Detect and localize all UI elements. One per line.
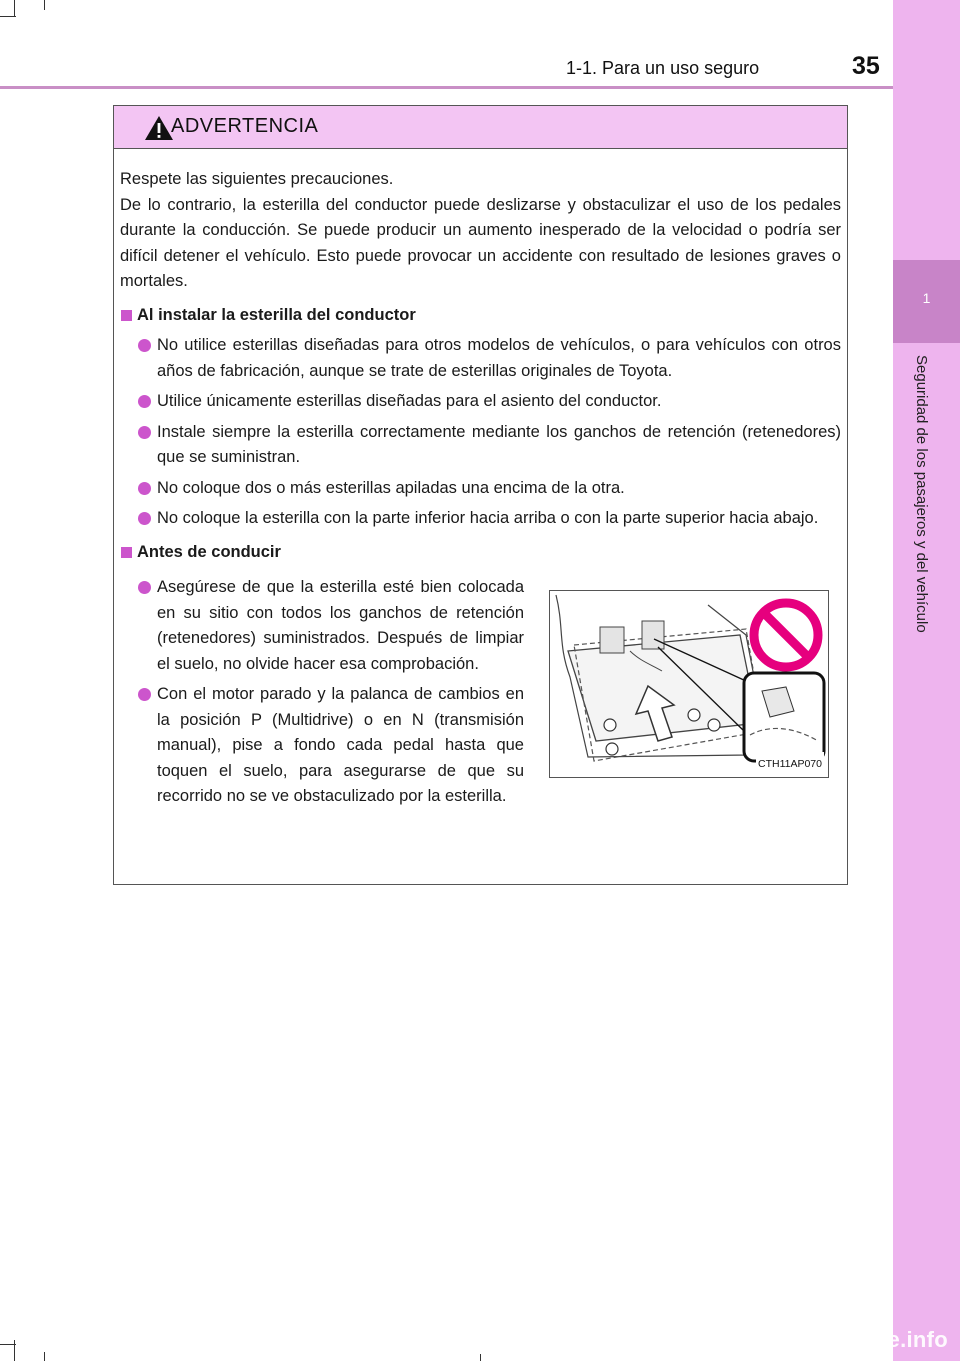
floor-mat-drawing	[550, 591, 828, 777]
crop-mark	[0, 1344, 16, 1345]
list-item	[120, 575, 524, 677]
list-item	[120, 682, 524, 810]
list-item-text: No coloque la esterilla con la parte inferior hacia arriba o con la parte superior hacia abajo.	[157, 509, 819, 527]
crop-mark	[480, 1354, 481, 1361]
list-item	[120, 506, 841, 532]
list-item	[120, 389, 841, 415]
subheading-text: Al instalar la esterilla del conductor	[137, 305, 416, 324]
section-title: 1-1. Para un uso seguro	[566, 58, 760, 78]
bullet-icon	[138, 395, 151, 408]
list-item-text: Asegúrese de que la esterilla esté bien colocada en su sitio con todos los ganchos de retención (retenedores) suministrados. Después de limpiar el suelo, no olvide hacer esa comprobación.	[157, 578, 524, 673]
subheading-before-driving	[120, 540, 841, 566]
list-item	[120, 333, 841, 384]
warning-box	[113, 105, 848, 885]
list-item-text: No coloque dos o más esterillas apiladas una encima de la otra.	[157, 478, 625, 497]
crop-mark	[14, 0, 15, 16]
bullet-icon	[138, 426, 151, 439]
crop-mark	[0, 16, 16, 17]
page-number: 35	[852, 52, 880, 80]
warning-icon	[144, 115, 174, 141]
subheading-text: Antes de conducir	[137, 542, 281, 561]
crop-mark	[44, 1352, 45, 1361]
before-driving-section	[120, 570, 841, 870]
square-bullet-icon	[121, 547, 132, 558]
bullet-icon	[138, 339, 151, 352]
header-rule	[0, 86, 893, 89]
intro-line: Respete las siguientes precauciones.	[120, 170, 394, 188]
warning-header	[114, 106, 847, 149]
warning-title: ADVERTENCIA	[171, 115, 319, 137]
chapter-number: 1	[922, 290, 931, 306]
list-item-text: Instale siempre la esterilla correctamente mediante los ganchos de retención (retenedores) que se suministran.	[157, 422, 841, 466]
list-item-text: Utilice únicamente esterillas diseñadas para el asiento del conductor.	[157, 392, 662, 410]
square-bullet-icon	[121, 310, 132, 321]
bullet-icon	[138, 482, 151, 495]
bullet-icon	[138, 688, 151, 701]
crop-mark	[44, 0, 45, 10]
intro-paragraph: De lo contrario, la esterilla del conductor puede deslizarse y obstaculizar el uso de los pedales durante la conducción. Se puede producir un aumento inesperado de la velocidad o podría ser difícil detener el vehículo. Esto puede provocar un accidente con resultado de lesiones graves o mortales.	[120, 195, 841, 290]
list-item	[120, 420, 841, 471]
list-item-text: No utilice esterillas diseñadas para otros modelos de vehículos, o para vehículos con otros años de fabricación, aunque se trate de esterillas originales de Toyota.	[157, 336, 841, 380]
floor-mat-illustration	[549, 590, 829, 778]
before-driving-list	[120, 570, 524, 810]
figure-code: CTH11AP070	[756, 752, 824, 778]
chapter-title: Seguridad de los pasajeros y del vehículo	[913, 355, 930, 633]
watermark: carmanualsonline.info	[708, 1327, 948, 1352]
list-item-text: Con el motor parado y la palanca de cambios en la posición P (Multidrive) o en N (transmisión manual), pise a fondo cada pedal hasta que toquen el suelo, para asegurarse de que su recorrido no se ve obstaculizado por la esterilla.	[157, 685, 524, 805]
bullet-icon	[138, 581, 151, 594]
warning-body	[120, 167, 841, 870]
list-item	[120, 476, 841, 502]
bullet-icon	[138, 512, 151, 525]
subheading-installing	[120, 303, 841, 329]
